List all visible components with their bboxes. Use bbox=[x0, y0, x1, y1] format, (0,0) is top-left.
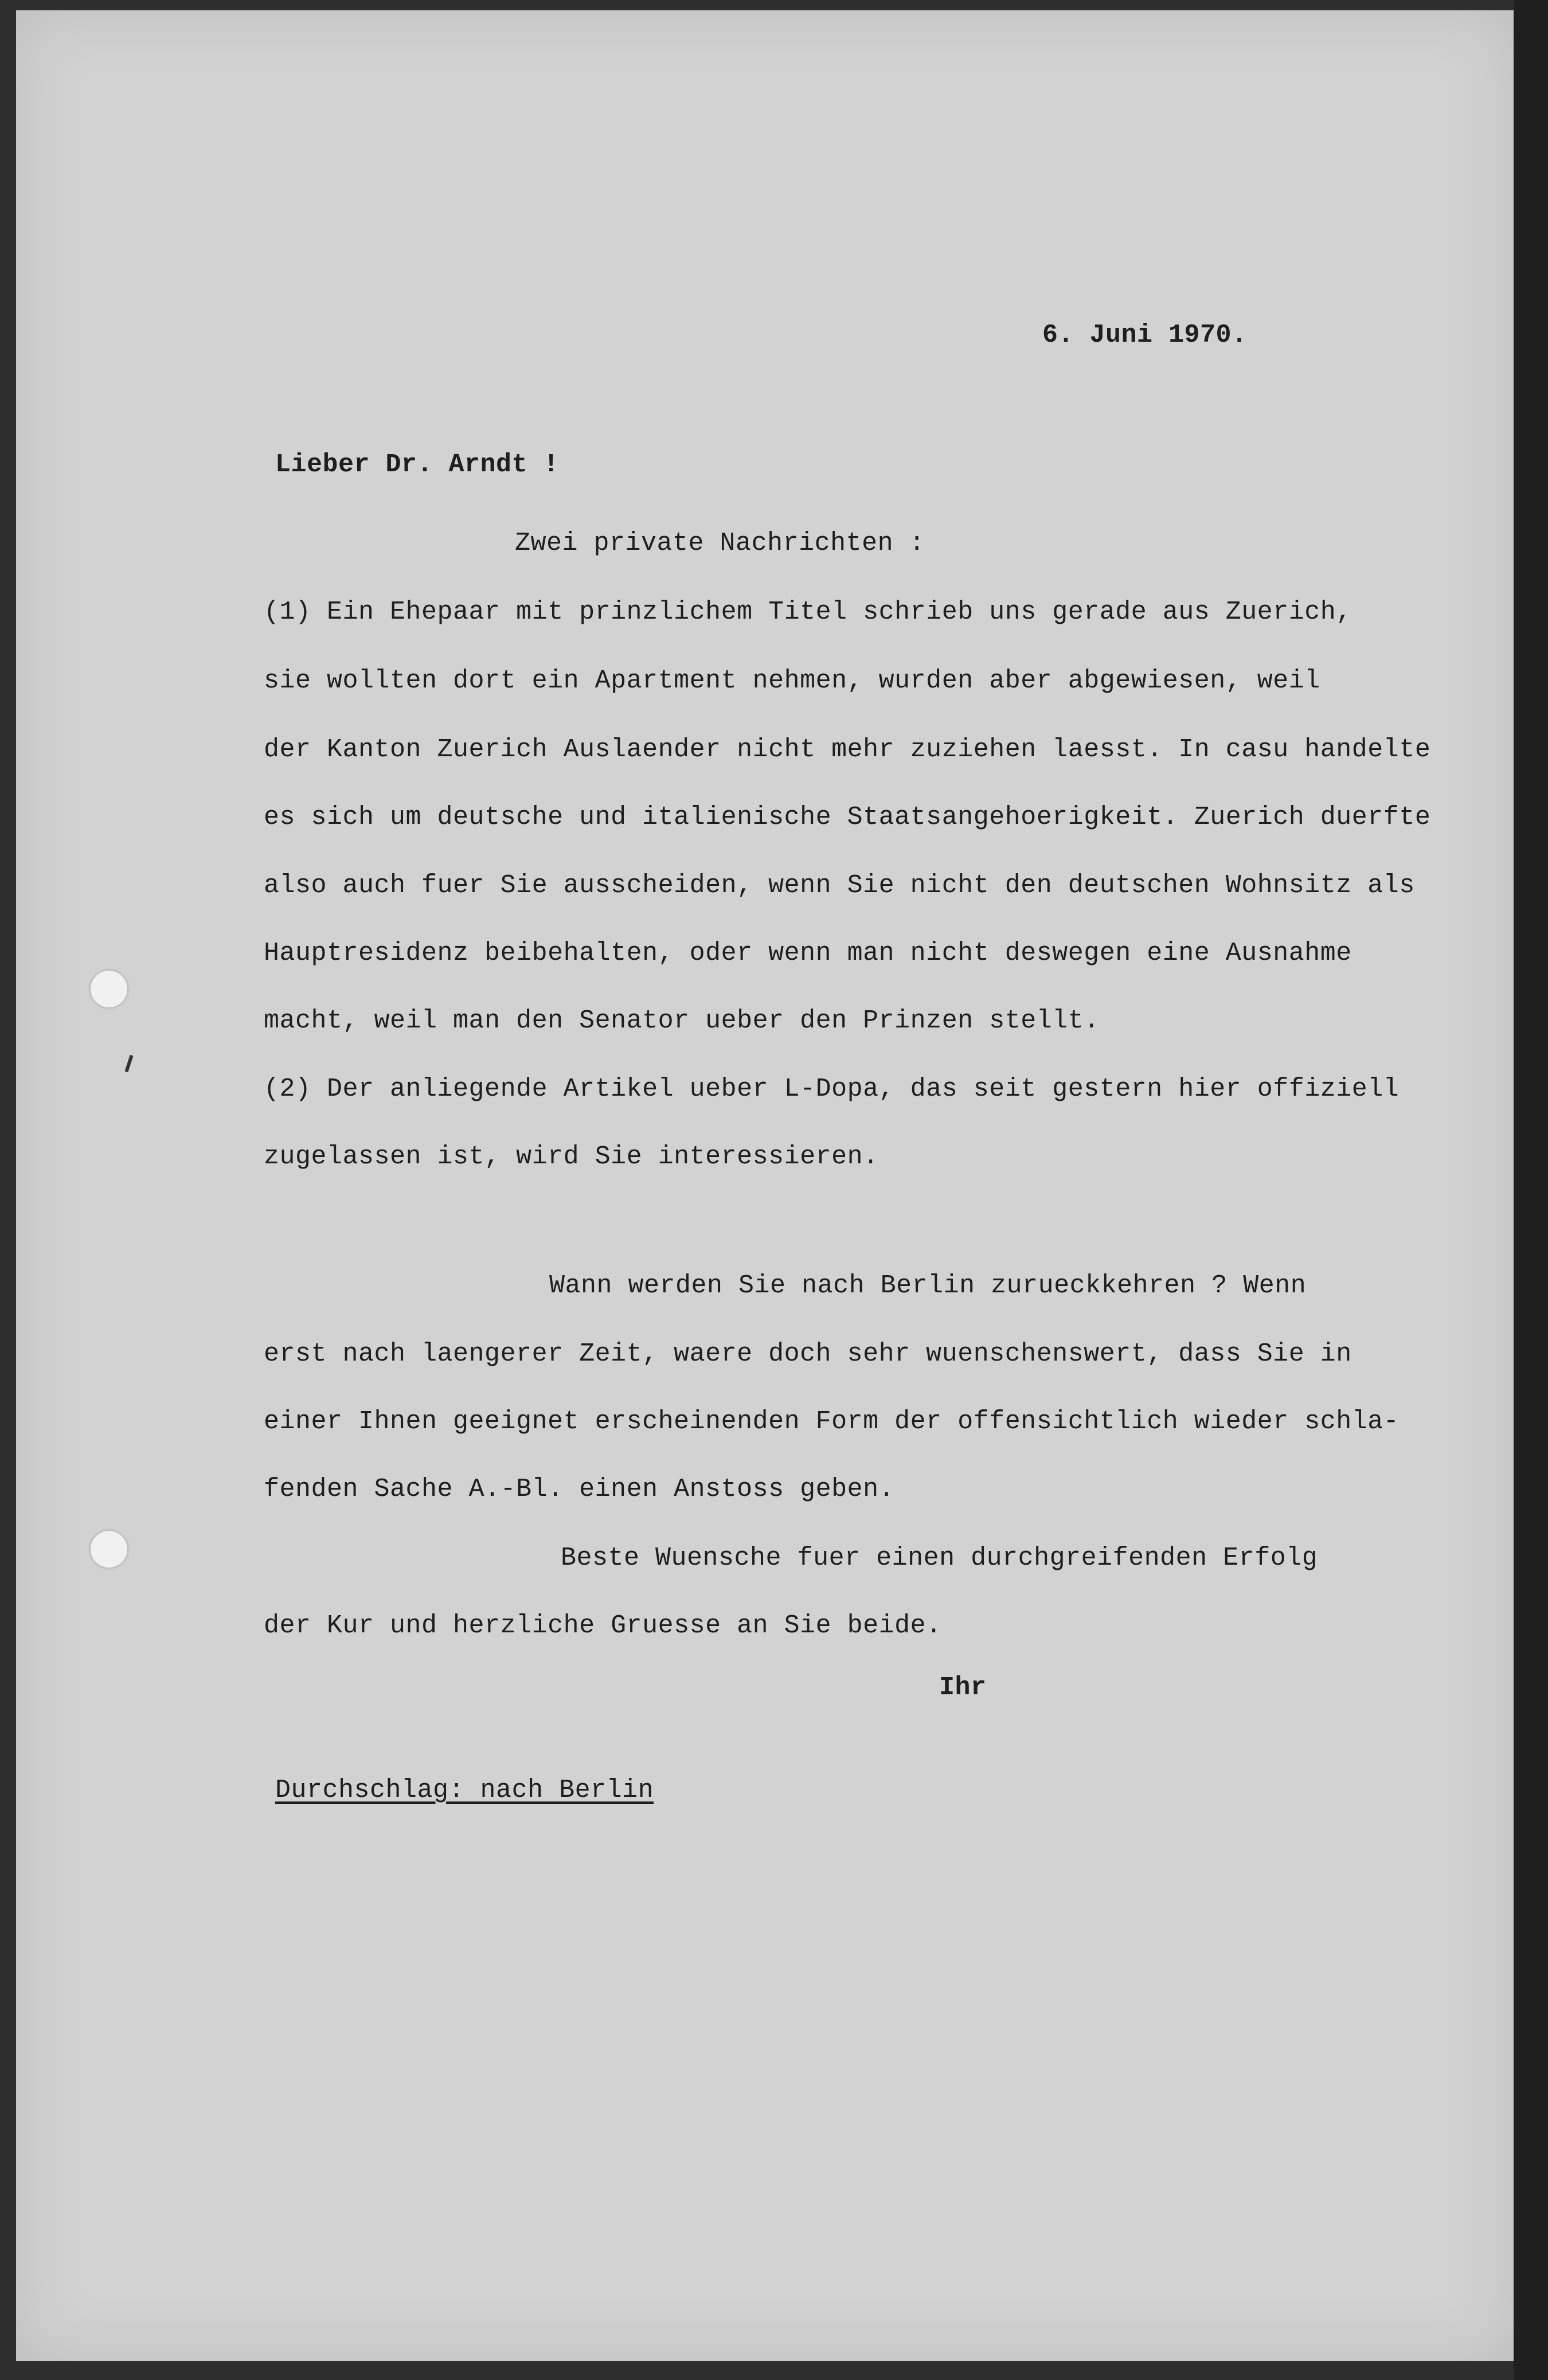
letter-intro: Zwei private Nachrichten : bbox=[515, 529, 925, 558]
question-line-3: einer Ihnen geeignet erscheinenden Form der offensichtlich wieder schla- bbox=[264, 1407, 1400, 1436]
wishes-line-2: der Kur und herzliche Gruesse an Sie beide. bbox=[264, 1611, 942, 1640]
body-line-1: (1) Ein Ehepaar mit prinzlichem Titel schrieb uns gerade aus Zuerich, bbox=[264, 597, 1352, 627]
copy-note: Durchschlag: nach Berlin bbox=[275, 1776, 654, 1805]
letter-closing: Ihr bbox=[939, 1673, 987, 1702]
wishes-line-1: Beste Wuensche fuer einen durchgreifenden Erfolg bbox=[561, 1543, 1318, 1573]
body-line-9: zugelassen ist, wird Sie interessieren. bbox=[264, 1142, 879, 1171]
body-line-6: Hauptresidenz beibehalten, oder wenn man nicht deswegen eine Ausnahme bbox=[264, 939, 1352, 968]
question-line-2: erst nach laengerer Zeit, waere doch sehr wuenschenswert, dass Sie in bbox=[264, 1339, 1352, 1369]
question-line-4: fenden Sache A.-Bl. einen Anstoss geben. bbox=[264, 1475, 895, 1504]
punch-hole-bottom bbox=[91, 1531, 127, 1568]
body-line-3: der Kanton Zuerich Auslaender nicht mehr zuziehen laesst. In casu handelte bbox=[264, 735, 1431, 764]
letter-greeting: Lieber Dr. Arndt ! bbox=[275, 450, 560, 479]
body-line-5: also auch fuer Sie ausscheiden, wenn Sie nicht den deutschen Wohnsitz als bbox=[264, 871, 1415, 900]
body-line-8: (2) Der anliegende Artikel ueber L-Dopa, das seit gestern hier offiziell bbox=[264, 1074, 1400, 1104]
letter-page bbox=[16, 10, 1514, 2361]
scan-background-edge bbox=[1514, 0, 1548, 2380]
body-line-7: macht, weil man den Senator ueber den Prinzen stellt. bbox=[264, 1006, 1100, 1035]
question-line-1: Wann werden Sie nach Berlin zurueckkehren ? Wenn bbox=[549, 1271, 1307, 1300]
letter-date: 6. Juni 1970. bbox=[1042, 321, 1248, 350]
body-line-4: es sich um deutsche und italienische Staatsangehoerigkeit. Zuerich duerfte bbox=[264, 803, 1431, 832]
punch-hole-top bbox=[91, 971, 127, 1007]
body-line-2: sie wollten dort ein Apartment nehmen, wurden aber abgewiesen, weil bbox=[264, 666, 1320, 695]
